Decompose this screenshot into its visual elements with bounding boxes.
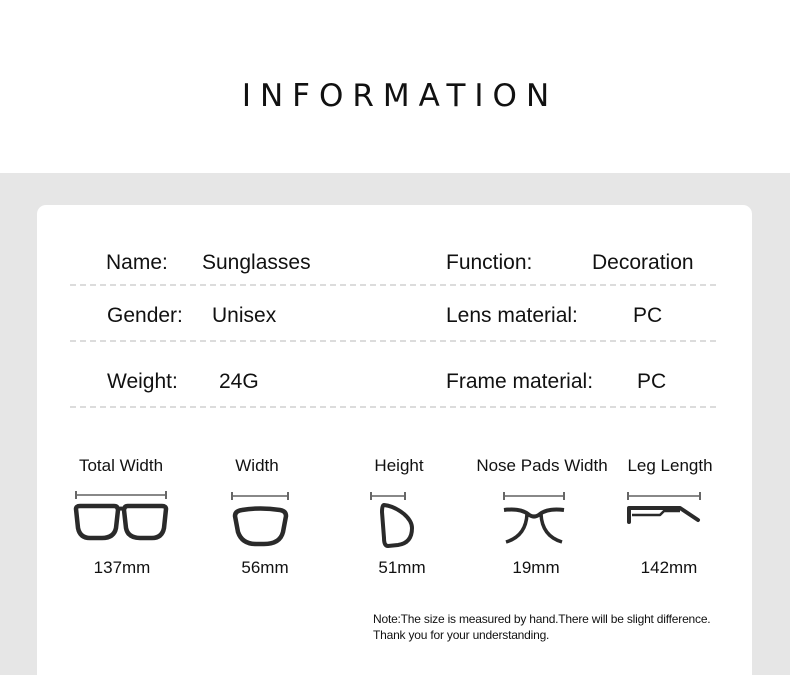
dimension-label: Height: [374, 456, 424, 475]
spec-value-lens-material: PC: [633, 304, 663, 327]
lens-height-icon: [368, 488, 422, 550]
dimension-label: Leg Length: [627, 456, 713, 475]
dimension-value: 137mm: [93, 558, 151, 577]
page-title: INFORMATION: [241, 78, 559, 114]
dimension-label: Total Width: [78, 456, 164, 475]
lens-width-icon: [228, 488, 292, 548]
temple-arm-icon: [624, 488, 704, 528]
spec-label-frame-material: Frame material:: [446, 370, 594, 393]
info-card: [37, 205, 752, 675]
measurement-note: [373, 611, 710, 643]
spec-label-function: Function:: [446, 251, 533, 274]
spec-value-gender: Unisex: [212, 304, 277, 327]
dimension-value: 56mm: [241, 558, 289, 577]
note-line-2: Thank you for your understanding.: [373, 628, 550, 642]
dimension-label: Nose Pads Width: [476, 456, 608, 475]
dimension-value: 19mm: [512, 558, 560, 577]
dimension-value: 142mm: [640, 558, 698, 577]
spec-label-weight: Weight:: [107, 370, 178, 393]
spec-label-lens-material: Lens material:: [446, 304, 578, 327]
divider: [70, 284, 716, 286]
spec-value-frame-material: PC: [637, 370, 667, 393]
dimension-value: 51mm: [378, 558, 426, 577]
divider: [70, 406, 716, 408]
spec-value-function: Decoration: [592, 251, 694, 274]
spec-label-name: Name:: [106, 251, 168, 274]
spec-label-gender: Gender:: [107, 304, 183, 327]
nose-bridge-icon: [500, 488, 568, 548]
divider: [70, 340, 716, 342]
dimension-label: Width: [235, 456, 279, 475]
spec-value-weight: 24G: [219, 370, 259, 393]
spec-value-name: Sunglasses: [202, 251, 311, 274]
note-line-1: Note:The size is measured by hand.There will be slight difference.: [373, 612, 711, 626]
glasses-front-icon: [72, 488, 170, 546]
